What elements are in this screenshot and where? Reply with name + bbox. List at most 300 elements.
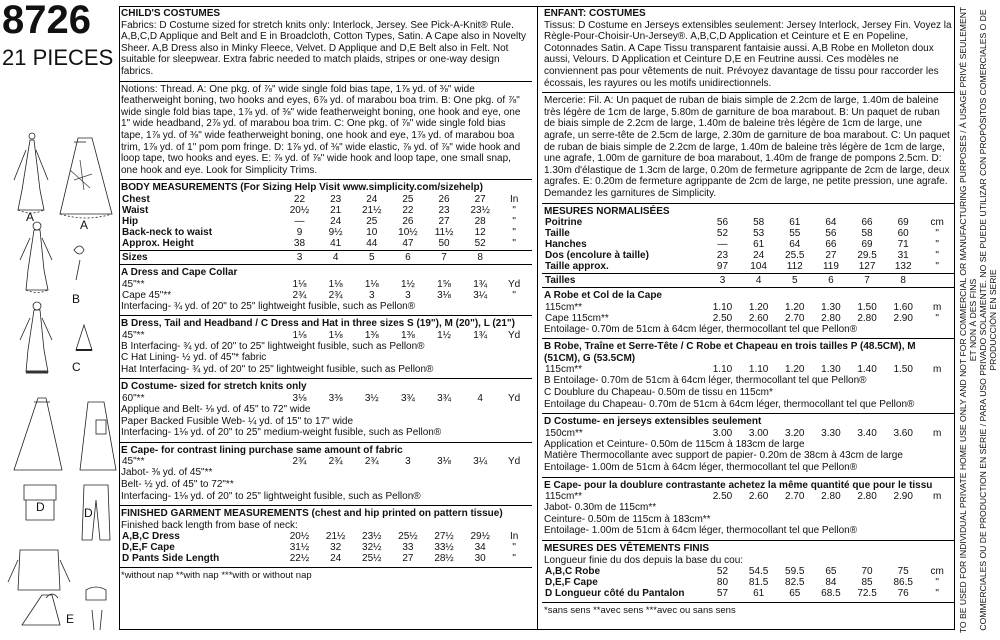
- cell-value: 9: [296, 226, 303, 238]
- yardage-block: [119, 443, 532, 506]
- cell-value: 3⅛: [292, 393, 307, 405]
- french-fabrics: Tissus: D Costume en Jerseys extensibles seulement: Jersey Interlock, Jersey Fin. Voyez la Règle-Pour-Choisir-Un-Jersey®. A,B,C,D Application et Ceinture et E en Popeline, Cotonnades Satin. A Cape Tissu transparent fantaisie aussi. A,B Robe en Molleton doux aussi, Velours. D Application et Ceinture D,E en Feutrine aussi. Ces modèles ne conviennent pas pour vêtements de nuit. Prévoyez davantage de tissu pour raccorder les écossais, les rayures ou les motifs unidirectionnels.: [544, 19, 952, 89]
- cell-value: 50: [438, 237, 450, 249]
- cell-value: 2¾: [292, 289, 307, 301]
- table-row: [544, 250, 953, 261]
- cell-value: 27½: [434, 531, 454, 543]
- cell-value: 84: [825, 577, 837, 589]
- cell-value: 72.5: [857, 588, 877, 600]
- cell-value: —: [717, 239, 728, 251]
- cell-unit: ": [512, 542, 516, 554]
- cell-value: 25: [366, 215, 378, 227]
- side-legal-text: [958, 6, 998, 634]
- view-b-drawing: [20, 222, 84, 293]
- size-value: 5: [791, 275, 798, 287]
- cell-value: 1⅛: [328, 278, 343, 290]
- cell-value: 2.80: [857, 491, 877, 503]
- cell-value: 55: [789, 228, 801, 240]
- view-label: D: [36, 500, 45, 514]
- yardage-table: [544, 302, 953, 324]
- yardage-note: C Doublure du Chapeau- 0.50m de tissu en 115cm*: [544, 387, 773, 399]
- cell-value: 3.20: [785, 427, 805, 439]
- cell-value: 66: [861, 217, 873, 229]
- cell-value: 54.5: [748, 566, 769, 578]
- table-row: [544, 588, 953, 599]
- cell-value: 56: [716, 217, 729, 229]
- side-legal-line-1: TO BE USED FOR INDIVIDUAL PRIVATE HOME USE ONLY AND NOT FOR COMMERCIAL OR MANUFACTURING PURPOSES / À USAGE PRIVÉ SEULEMENT ET NON À DES FINS: [958, 6, 978, 634]
- cell-value: 24: [366, 193, 378, 205]
- cell-value: 32½: [362, 542, 382, 554]
- size-value: 3: [296, 251, 303, 263]
- english-body-table: [121, 194, 530, 249]
- cell-value: 2.90: [893, 491, 913, 503]
- cell-value: 64: [789, 239, 801, 251]
- cell-value: 10: [366, 226, 378, 238]
- cell-value: 25.5: [785, 250, 805, 262]
- row-label: Poitrine: [545, 217, 583, 229]
- size-value: 7: [441, 251, 447, 263]
- table-row: [121, 194, 530, 205]
- yardage-note: Entoilage- 0.70m de 51cm à 64cm léger, thermocollant tel que Pellon®: [544, 323, 858, 335]
- yardage-note: Entoilage du Chapeau- 0.70m de 51cm à 64cm léger, thermocollant tel que Pellon®: [544, 398, 915, 410]
- cell-value: 25: [402, 193, 414, 205]
- english-fabrics: Fabrics: D Costume sized for stretch knits only: Interlock, Jersey. See Pick-A-Knit® Rule. A,B,C,D Applique and Belt and E in Broadcloth, Cotton Types, Satin. A Cape also in Novelty Sheer. A,B Dress also in Minky Fleece, Velvet. D Applique and D,E Belt also in Felt. Not suitable for sleepwear. Extra fabric needed to match plaids, stripes or one-way design fabrics.: [121, 19, 527, 77]
- cell-value: 71: [897, 239, 909, 251]
- cell-value: 21½: [325, 531, 346, 543]
- cell-value: 2.50: [712, 312, 733, 324]
- cell-value: 25½: [398, 531, 418, 543]
- table-row: [121, 542, 530, 553]
- column-divider: [537, 6, 538, 630]
- cell-value: 2.50: [712, 491, 733, 503]
- cell-unit: In: [509, 193, 519, 205]
- sizes-label: Sizes: [122, 251, 148, 263]
- table-row: [544, 566, 953, 577]
- view-d-cape-drawing: [14, 398, 116, 470]
- row-label: 45"**: [122, 278, 145, 290]
- cell-value: 81.5: [748, 577, 769, 589]
- cell-value: 64: [825, 217, 837, 229]
- cell-value: 28: [474, 215, 486, 227]
- table-row: [544, 428, 953, 439]
- cell-value: 27: [402, 553, 414, 565]
- cell-unit: ": [935, 312, 939, 324]
- english-finished-table: [121, 531, 530, 564]
- cell-value: 21: [330, 204, 342, 216]
- size-value: 6: [828, 275, 834, 287]
- cell-value: 2.80: [857, 312, 877, 324]
- cell-value: 24: [330, 215, 342, 227]
- cell-value: 2.80: [821, 312, 841, 324]
- cell-value: 1.20: [785, 364, 805, 376]
- cell-value: 24: [330, 553, 342, 565]
- table-row: [121, 553, 530, 564]
- row-label: Dos (encolure à taille): [545, 250, 649, 262]
- yardage-note: B Interfacing- ¾ yd. of 20" to 25" lightweight fusible, such as Pellon®: [121, 340, 425, 352]
- table-row: [121, 205, 530, 216]
- cell-value: 28½: [434, 553, 454, 565]
- cell-value: 1⅛: [292, 329, 307, 341]
- view-label: C: [72, 360, 81, 374]
- cell-value: 23½: [362, 531, 382, 543]
- cell-value: 3.60: [893, 427, 913, 439]
- row-label: Hanches: [545, 239, 587, 251]
- size-value: 8: [477, 251, 483, 263]
- yardage-title: D Costume- sized for stretch knits only: [121, 381, 307, 393]
- table-row: [121, 227, 530, 238]
- row-label: Cape 45"**: [122, 289, 172, 301]
- cell-value: 3¼: [473, 456, 488, 468]
- cell-value: 65: [789, 588, 801, 600]
- cell-value: 61: [753, 239, 765, 251]
- cell-value: 9½: [328, 226, 343, 238]
- sizes-row: [121, 252, 530, 263]
- cell-value: 3½: [364, 393, 379, 405]
- pieces-count: 21 PIECES: [2, 45, 114, 70]
- cell-value: 61: [753, 588, 765, 600]
- english-sizes-row: [121, 252, 530, 263]
- cell-unit: m: [932, 427, 942, 439]
- cell-value: 1.20: [785, 301, 805, 313]
- cell-value: 41: [330, 237, 342, 249]
- table-row: [544, 228, 953, 239]
- cell-value: 66: [825, 239, 837, 251]
- cell-value: 132: [894, 261, 912, 273]
- french-notions: Mercerie: Fil. A: Un paquet de ruban de biais simple de 2.2cm de large, 1.40m de baleine très légère de 1cm de large, 5.80m de garniture de boa marabout. B: Un paquet de ruban de biais simple de 2.2cm de large, 1.40m de baleine très légère de 1cm de large, une agrafe, un serre-tête de 2.5cm de large, 2.30m de garniture de boa marabout. C: Un paquet de ruban de biais simple de 2.2cm de large, 1.40m de baleine très légère de 1cm de large, une agrafe, 1.00m de garniture de boa marabout, 1.40m de frange de pompons 2.5cm. D: 1.30m d'élastique de 1.3cm de large, 0.20m de fermeture agrippante de 2cm de large, deux agrafes. E: 0.20m de fermeture agrippante de 2cm de large, ne petite pression, une agrafe. Demandez les garnitures de Simplicity.: [544, 95, 950, 199]
- cell-value: 70: [861, 566, 873, 578]
- french-title: ENFANT: COSTUMES: [544, 8, 646, 19]
- cell-value: 1½: [437, 329, 451, 341]
- table-row: [544, 577, 953, 588]
- cell-value: 52: [716, 228, 729, 240]
- table-row: [544, 313, 953, 324]
- cell-value: 68.5: [821, 588, 841, 600]
- size-value: 4: [332, 251, 339, 263]
- yardage-block: [119, 379, 532, 442]
- yardage-table: [544, 364, 953, 375]
- cell-value: 1⅛: [364, 278, 379, 290]
- row-label: 45"**: [122, 456, 145, 468]
- cell-unit: ": [935, 250, 939, 262]
- yardage-table: [121, 456, 530, 467]
- yardage-note: Matière Thermocollante avec support de papier- 0.20m de 38cm à 43cm de large: [544, 450, 903, 462]
- cell-value: 31: [897, 250, 909, 262]
- yardage-note: Entoilage- 1.00m de 51cm à 64cm léger, thermocollant tel que Pellon®: [544, 525, 858, 537]
- english-title: CHILD'S COSTUMES: [121, 8, 221, 19]
- row-label: A,B,C Dress: [122, 531, 180, 543]
- cell-unit: ": [935, 228, 939, 240]
- yardage-title: E Cape- pour la doublure contrastante achetez la même quantité que pour le tissu: [544, 479, 933, 491]
- yardage-note: Application et Ceinture- 0.50m de 115cm à 183cm de large: [544, 438, 805, 450]
- cell-value: 10½: [398, 226, 418, 238]
- cell-value: 25½: [362, 553, 382, 565]
- cell-unit: cm: [930, 217, 944, 229]
- cell-value: 30: [474, 553, 486, 565]
- yardage-block: [542, 414, 955, 477]
- cell-value: 2.80: [821, 491, 841, 503]
- cell-unit: ": [512, 237, 516, 249]
- cell-value: 97: [716, 261, 729, 273]
- cell-unit: m: [932, 364, 942, 376]
- table-row: [121, 531, 530, 542]
- cell-value: 57: [716, 588, 729, 600]
- cell-value: 85: [861, 577, 873, 589]
- size-value: 4: [755, 275, 762, 287]
- cell-unit: ": [512, 289, 516, 301]
- english-footnote: *without nap **with nap ***with or without nap: [121, 570, 312, 582]
- cell-value: 22½: [289, 553, 310, 565]
- cell-value: 24: [753, 250, 765, 262]
- cell-value: 1.50: [857, 301, 877, 313]
- cell-value: 27: [438, 215, 450, 227]
- english-finished-sub: Finished back length from base of neck:: [121, 519, 298, 531]
- yardage-note: Ceinture- 0.50m de 115cm à 183cm**: [544, 513, 711, 525]
- view-c-drawing: [20, 302, 92, 372]
- cell-unit: Yd: [508, 456, 521, 468]
- cell-value: 58: [861, 228, 873, 240]
- french-column: [542, 6, 955, 619]
- cell-value: 3: [405, 289, 411, 301]
- french-finished-header: MESURES DES VÊTEMENTS FINIS: [544, 543, 710, 554]
- cell-value: 23: [438, 204, 450, 216]
- cell-unit: Yd: [508, 329, 521, 341]
- cell-value: 1½: [400, 278, 415, 290]
- side-legal-line-2: COMMERCIALES OU DE PRODUCTION EN SÉRIE / PARA USO PRIVADO SOLAMENTE. NO SE PUEDE UTILIZAR CON PROPÓSITOS COMERCIALES O DE PRODUCCIÓN EN SERIE: [978, 9, 998, 631]
- cell-value: 52: [716, 566, 729, 578]
- cell-value: 60: [897, 228, 909, 240]
- row-label: 45"**: [122, 329, 145, 341]
- french-footnote: *sans sens **avec sens ***avec ou sans sens: [544, 605, 736, 617]
- view-d-costume-drawing: [8, 485, 110, 590]
- cell-value: 75: [897, 566, 909, 578]
- row-label: Cape 115cm**: [545, 312, 609, 324]
- yardage-title: D Costume- en jerseys extensibles seulement: [544, 416, 762, 428]
- cell-value: 1.20: [748, 301, 769, 313]
- size-value: 6: [405, 251, 411, 263]
- table-row: [544, 491, 953, 502]
- cell-value: 20½: [289, 531, 310, 543]
- cell-unit: cm: [930, 566, 944, 578]
- view-a-cape-drawing: [60, 138, 112, 218]
- cell-value: 3.00: [748, 427, 769, 439]
- cell-value: 1.40: [857, 364, 877, 376]
- yardage-note: Interfacing- 1⅛ yd. of 20" to 25" lightweight fusible, such as Pellon®: [121, 490, 421, 502]
- cell-value: 3.30: [821, 427, 841, 439]
- cell-value: 58: [753, 217, 765, 229]
- cell-value: 80: [716, 577, 729, 589]
- english-notions: Notions: Thread. A: One pkg. of ⅞" wide single fold bias tape, 1⅞ yd. of ⅜" wide featherweight boning, two hooks and eyes, 6⅞ yd. of marabou boa trim. B: One pkg. of ⅞" wide single fold bias tape, 1⅞ yd. of ⅜" wide featherweight boning, one hook and eye, one 1" wide headband, 2⅞ yd. of marabou boa trim. C: One pkg. of ⅞" wide single fold bias tape, 1⅞ yd. of ⅜" wide featherweight boning, one hook and eye, 1⅞ yd. of marabou boa trim, 1⅞ yd. of 1" pom pom fringe. D: 1⅞ yd. of ⅜" wide elastic, ⅞ yd. of ⅞" wide hook and loop tape, two hooks and eyes. E: ⅞ yd. of ⅞" wide hook and loop tape, one small snap, one hook and eye. Look for Simplicity Trims.: [121, 83, 521, 176]
- yardage-block: [119, 265, 532, 316]
- cell-value: 3¼: [473, 289, 488, 301]
- cell-value: 127: [858, 261, 876, 273]
- cell-value: 104: [750, 261, 767, 273]
- table-row: [544, 261, 953, 272]
- table-row: [121, 290, 530, 301]
- cell-value: 2¾: [328, 456, 343, 468]
- row-label: D Longueur côté du Pantalon: [545, 588, 685, 600]
- yardage-note: Paper Backed Fusible Web- ¼ yd. of 15" to 17" wide: [121, 415, 354, 427]
- row-label: D,E,F Cape: [545, 577, 598, 589]
- table-row: [544, 217, 953, 228]
- cell-value: 23: [716, 250, 729, 262]
- table-row: [121, 330, 530, 341]
- yardage-block: [542, 478, 955, 541]
- view-label: E: [66, 612, 75, 626]
- yardage-note: Applique and Belt- ⅛ yd. of 45" to 72" wide: [121, 404, 311, 416]
- cell-value: 27: [825, 250, 837, 262]
- yardage-note: C Hat Lining- ½ yd. of 45"* fabric: [121, 352, 267, 364]
- cell-value: 34: [474, 542, 486, 554]
- row-label: A,B,C Robe: [545, 566, 600, 578]
- yardage-table: [544, 428, 953, 439]
- french-sizes-row: [544, 275, 953, 286]
- table-row: [121, 216, 530, 227]
- table-row: [121, 456, 530, 467]
- cell-value: 61: [789, 217, 801, 229]
- cell-value: 53: [753, 228, 765, 240]
- cell-value: 29.5: [857, 250, 877, 262]
- table-row: [121, 238, 530, 249]
- size-value: 7: [864, 275, 870, 287]
- cell-unit: ": [512, 226, 516, 238]
- cell-value: 23: [330, 193, 342, 205]
- cell-value: 3⅛: [437, 289, 451, 301]
- cell-value: 2¾: [328, 289, 343, 301]
- row-label: 115cm**: [545, 364, 583, 376]
- yardage-title: B Dress, Tail and Headband / C Dress and Hat in three sizes S (19"), M (20"), L (21"): [121, 318, 515, 330]
- cell-value: 22: [293, 193, 306, 205]
- cell-value: 69: [897, 217, 909, 229]
- cell-value: 2.60: [748, 312, 769, 324]
- cell-value: 26: [402, 215, 414, 227]
- cell-value: 32: [330, 542, 342, 554]
- cell-value: 1¾: [473, 329, 488, 341]
- cell-value: 31½: [289, 542, 310, 554]
- view-a-dress-drawing: [14, 133, 48, 213]
- row-label: D Pants Side Length: [122, 553, 220, 565]
- cell-unit: ": [512, 204, 516, 216]
- table-row: [544, 302, 953, 313]
- cell-value: 21½: [362, 204, 382, 216]
- table-row: [121, 279, 530, 290]
- cell-value: 3⅛: [437, 456, 451, 468]
- row-label: Chest: [122, 193, 150, 205]
- cell-value: 1.30: [821, 364, 841, 376]
- cell-unit: Yd: [508, 278, 521, 290]
- row-label: Taille: [545, 228, 570, 240]
- yardage-note: Interfacing- 1⅛ yd. of 20" to 25" medium-weight fusible, such as Pellon®: [121, 427, 442, 439]
- yardage-note: Belt- ½ yd. of 45" to 72"**: [121, 479, 234, 491]
- cell-unit: m: [932, 491, 942, 503]
- english-column: [119, 6, 532, 584]
- cell-value: 2.60: [748, 491, 769, 503]
- yardage-note: Jabot- 0.30m de 115cm**: [544, 502, 657, 514]
- cell-value: 3¾: [437, 393, 451, 405]
- cell-unit: ": [935, 577, 939, 589]
- cell-value: 1⅛: [292, 278, 307, 290]
- yardage-table: [121, 330, 530, 341]
- size-value: 5: [368, 251, 375, 263]
- cell-value: 2¾: [364, 456, 379, 468]
- cell-value: 76: [897, 588, 909, 600]
- yardage-title: B Robe, Traîne et Serre-Tête / C Robe et Chapeau en trois tailles P (48.5CM), M (51CM), G (53.5CM): [544, 341, 916, 364]
- cell-value: 112: [786, 261, 803, 273]
- cell-value: 3.40: [857, 427, 877, 439]
- cell-unit: ": [935, 588, 939, 600]
- cell-unit: ": [935, 261, 939, 273]
- cell-value: 56: [825, 228, 837, 240]
- row-label: 115cm**: [545, 301, 583, 313]
- cell-value: 52: [474, 237, 486, 249]
- cell-value: 3.00: [712, 427, 733, 439]
- cell-value: 20½: [289, 204, 310, 216]
- cell-value: 1⅛: [328, 329, 343, 341]
- yardage-table: [121, 279, 530, 301]
- cell-unit: Yd: [508, 393, 521, 405]
- cell-value: 1.30: [821, 301, 841, 313]
- cell-value: 3: [368, 289, 375, 301]
- view-label: D: [84, 506, 93, 520]
- table-row: [544, 239, 953, 250]
- view-label: B: [72, 292, 81, 306]
- row-label: 115cm**: [545, 491, 583, 503]
- cell-value: 1¾: [473, 278, 488, 290]
- view-label: A: [26, 210, 35, 224]
- row-label: 60"**: [122, 393, 145, 405]
- cell-value: 2.70: [785, 491, 805, 503]
- sizes-row: [544, 275, 953, 286]
- cell-value: 3¾: [400, 393, 415, 405]
- cell-value: 3⅜: [328, 393, 343, 405]
- cell-value: 1⅝: [437, 278, 451, 290]
- cell-value: 1.10: [748, 364, 769, 376]
- english-body-header: BODY MEASUREMENTS (For Sizing Help Visit www.simplicity.com/sizehelp): [121, 182, 483, 194]
- french-finished-sub: Longueur finie du dos depuis la base du cou:: [544, 554, 744, 566]
- row-label: Approx. Height: [122, 237, 194, 249]
- size-value: 3: [719, 275, 726, 287]
- cell-value: 3: [405, 456, 411, 468]
- view-label: A: [80, 218, 89, 232]
- cell-value: 44: [366, 237, 378, 249]
- view-illustrations: [0, 120, 118, 635]
- cell-unit: ": [935, 239, 939, 251]
- view-e-drawing: [22, 587, 106, 630]
- cell-value: 1.60: [893, 301, 913, 313]
- table-row: [544, 364, 953, 375]
- cell-value: 2.90: [893, 312, 913, 324]
- size-value: 8: [900, 275, 906, 287]
- cell-value: 33: [402, 542, 414, 554]
- cell-value: 2.70: [785, 312, 805, 324]
- cell-value: 86.5: [893, 577, 913, 589]
- yardage-block: [119, 316, 532, 379]
- cell-value: 65: [825, 566, 837, 578]
- cell-value: 59.5: [785, 566, 805, 578]
- yardage-title: E Cape- for contrast lining purchase same amount of fabric: [121, 444, 403, 456]
- yardage-title: A Dress and Cape Collar: [121, 266, 238, 278]
- cell-value: 69: [861, 239, 873, 251]
- english-finished-header: FINISHED GARMENT MEASUREMENTS (chest and hip printed on pattern tissue): [121, 508, 503, 520]
- row-label: Hip: [122, 215, 139, 227]
- yardage-note: Jabot- ⅜ yd. of 45"**: [121, 467, 213, 479]
- cell-value: 1.50: [893, 364, 913, 376]
- row-label: Back-neck to waist: [122, 226, 213, 238]
- french-body-table: [544, 217, 953, 272]
- french-finished-table: [544, 566, 953, 599]
- pattern-number: 8726: [2, 0, 91, 42]
- yardage-title: A Robe et Col de la Cape: [544, 290, 662, 302]
- yardage-block: [542, 339, 955, 414]
